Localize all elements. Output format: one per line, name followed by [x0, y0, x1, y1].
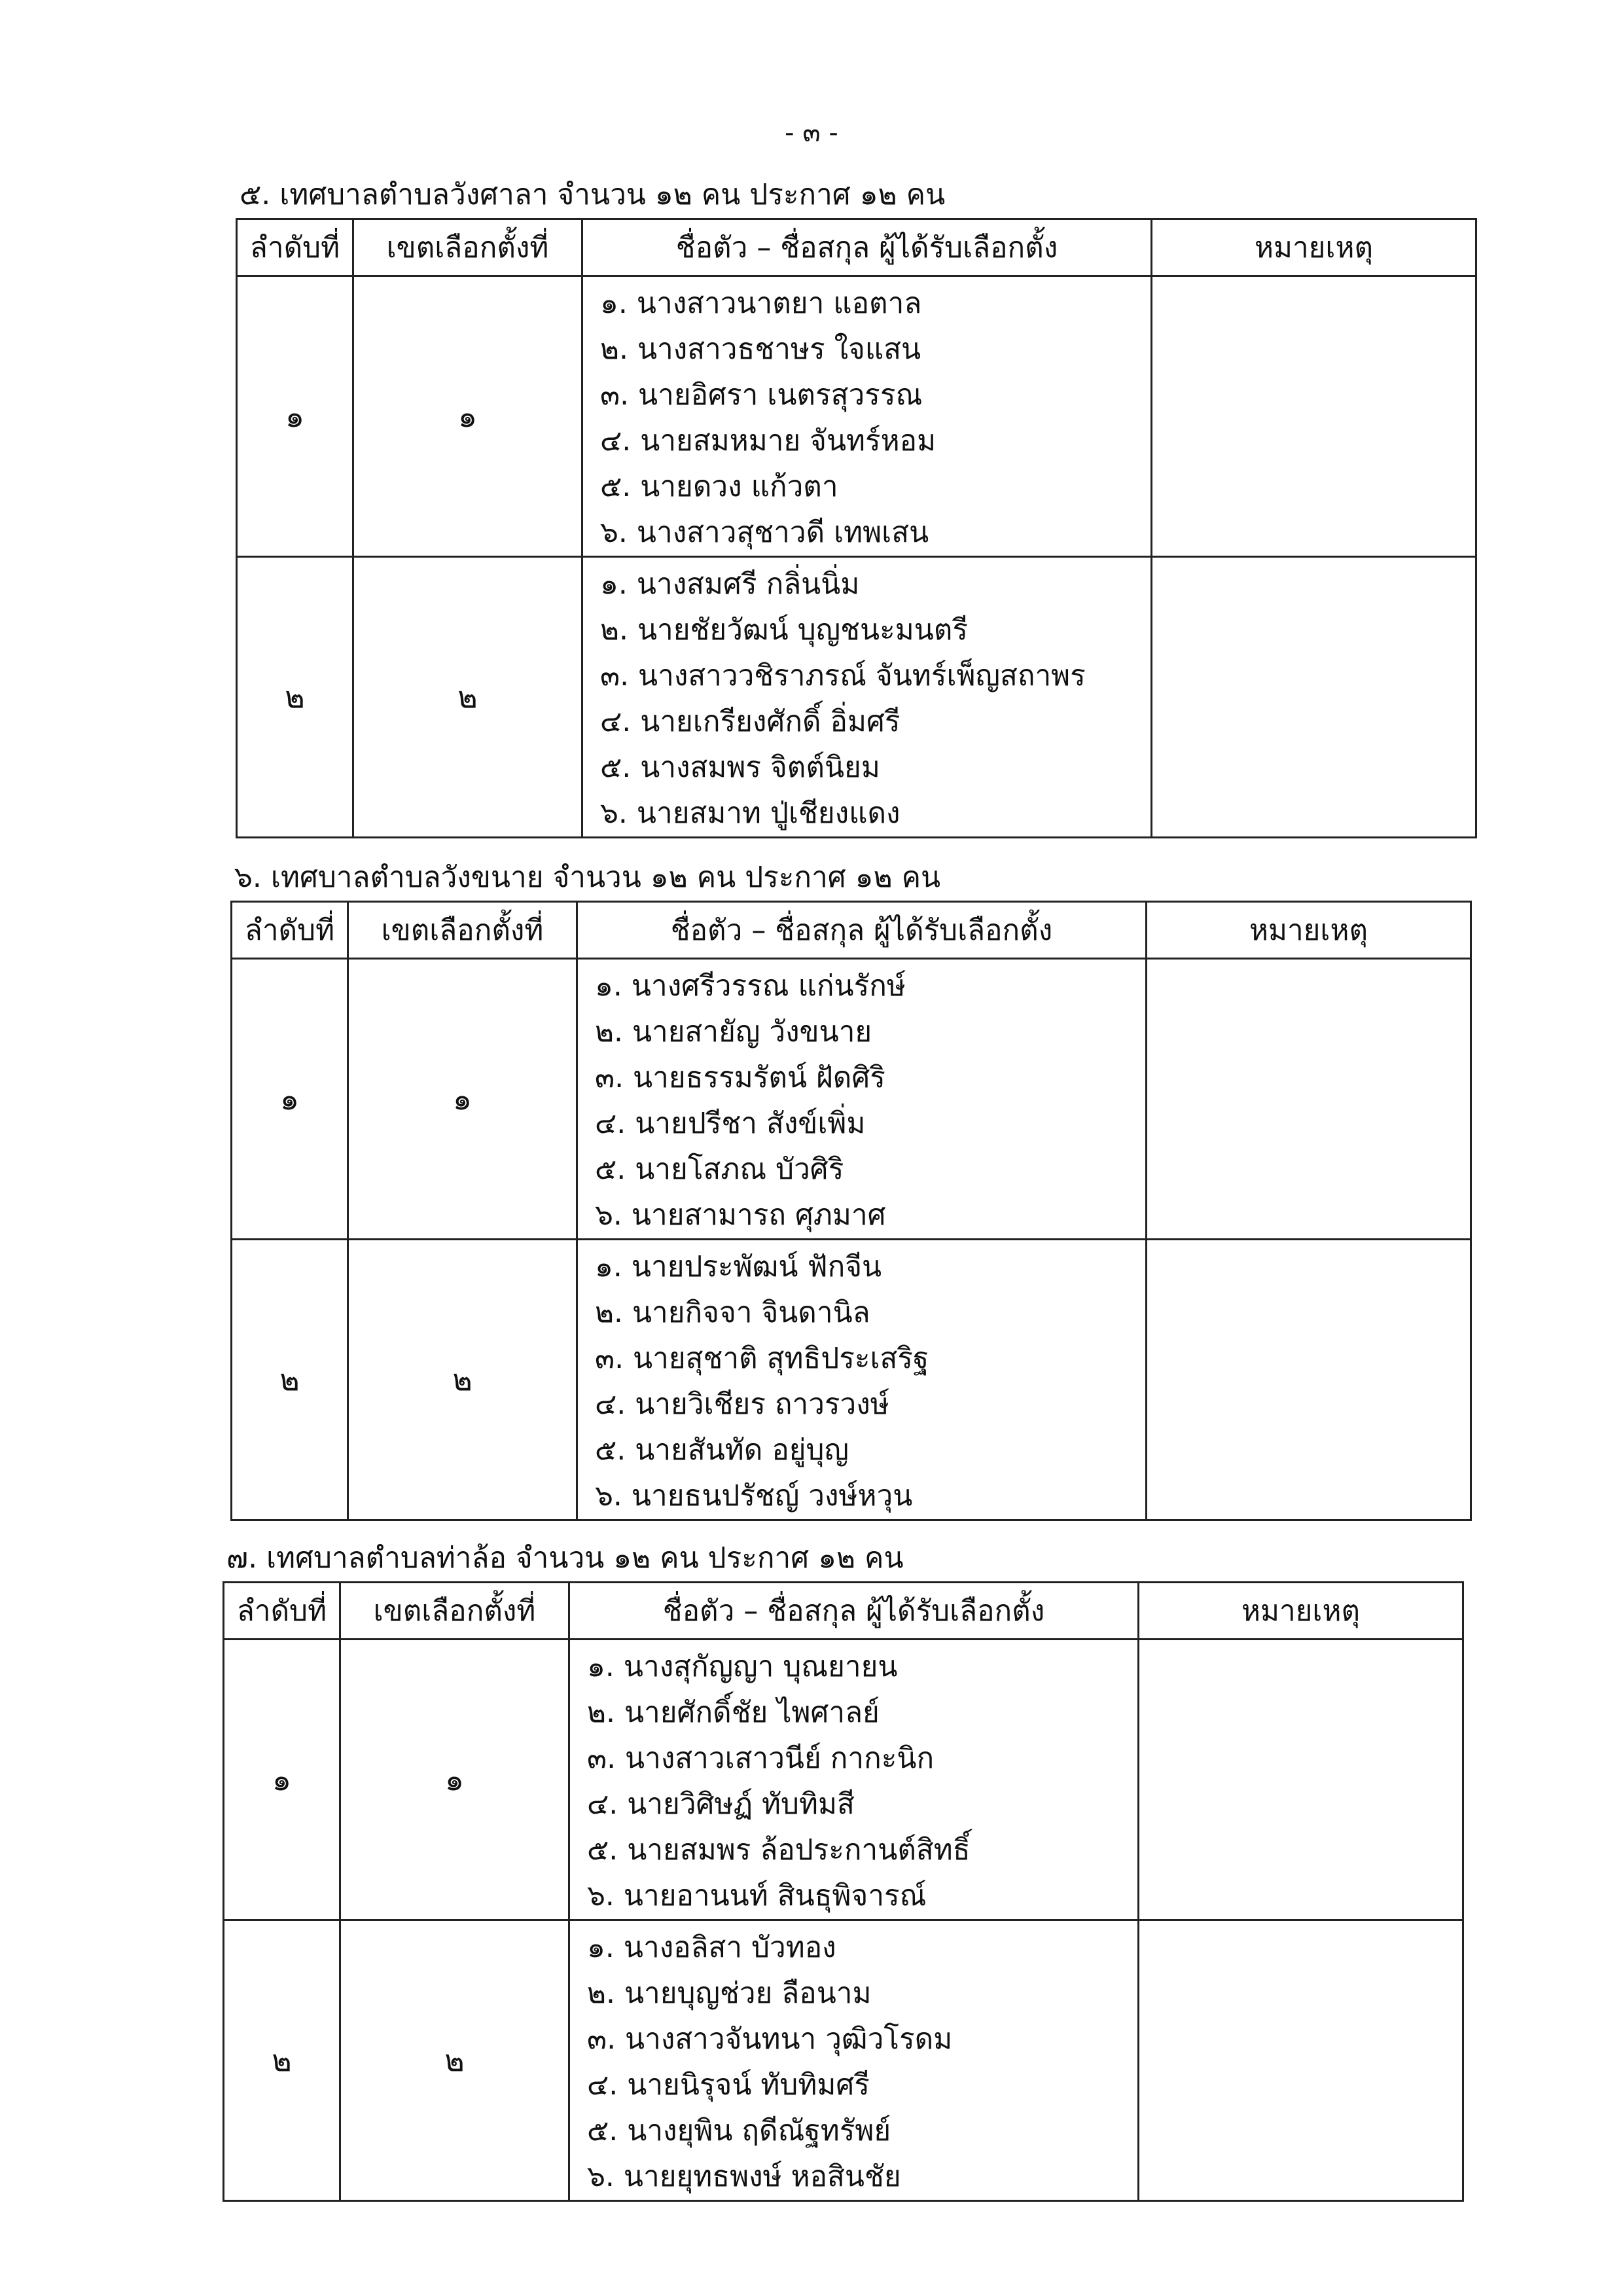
elected-name: ๔. นายวิเชียร ถาวรวงษ์: [595, 1388, 889, 1421]
district-cell: ๑: [353, 276, 582, 557]
elected-name: ๒. นางสาวธชาษร ใจแสน: [600, 332, 921, 366]
elected-name: ๑. นางสุกัญญา บุณยายน: [587, 1650, 898, 1683]
elected-name: ๓. นางสาววชิราภรณ์ จันทร์เพ็ญสถาพร: [600, 659, 1086, 692]
elected-name: ๓. นายธรรมรัตน์ ฝัดศิริ: [595, 1061, 885, 1094]
header-order: ลำดับที่: [232, 902, 348, 959]
elected-name: ๓. นายสุชาติ สุทธิประเสริฐ: [595, 1342, 929, 1375]
district-cell: ๑: [348, 959, 577, 1240]
names-cell: [569, 1640, 1139, 1920]
elected-name: ๕. นายสันทัด อยู่บุญ: [595, 1433, 849, 1467]
elected-name: ๔. นายเกรียงศักดิ์ อิ่มศรี: [600, 705, 901, 738]
header-order: ลำดับที่: [237, 219, 353, 276]
table-header-row: [237, 219, 1476, 276]
section-6: [230, 855, 1472, 1521]
elected-name: ๔. นายสมหมาย จันทร์หอม: [600, 424, 936, 457]
elected-name: ๒. นายศักดิ์ชัย ไพศาลย์: [587, 1696, 880, 1729]
results-table: [230, 901, 1472, 1521]
table-row: [237, 276, 1476, 557]
remark-cell: [1147, 1240, 1471, 1520]
table-row: [224, 1640, 1463, 1920]
remark-cell: [1152, 557, 1476, 838]
elected-name: ๕. นางสมพร จิตต์นิยม: [600, 751, 880, 784]
district-cell: ๒: [340, 1920, 569, 2201]
district-cell: ๒: [353, 557, 582, 838]
order-cell: ๑: [237, 276, 353, 557]
elected-name: ๑. นายประพัฒน์ ฟักจีน: [595, 1250, 882, 1283]
table-row: [232, 1240, 1471, 1520]
elected-name: ๖. นายสมาท ปู่เชียงแดง: [600, 797, 901, 830]
table-row: [232, 959, 1471, 1240]
section-title: ๕. เทศบาลตำบลวังศาลา จำนวน ๑๒ คน ประกาศ ๑๒ คน: [240, 178, 946, 211]
elected-name: ๒. นายชัยวัฒน์ บุญชนะมนตรี: [600, 613, 968, 647]
elected-name: ๕. นายสมพร ล้อประกานต์สิทธิ์: [587, 1833, 971, 1867]
page-number: - ๓ -: [785, 118, 838, 148]
header-remark: หมายเหตุ: [1147, 902, 1471, 959]
order-cell: ๑: [224, 1640, 340, 1920]
names-cell: [577, 959, 1147, 1240]
elected-name: ๔. นายปรีชา สังข์เพิ่ม: [595, 1107, 866, 1140]
elected-name: ๕. นายดวง แก้วตา: [600, 470, 838, 503]
header-name: ชื่อตัว – ชื่อสกุล ผู้ได้รับเลือกตั้ง: [582, 219, 1152, 276]
elected-name: ๒. นายกิจจา จินดานิล: [595, 1296, 870, 1329]
elected-name: ๖. นายอานนท์ สินธุพิจารณ์: [587, 1879, 927, 1912]
elected-name: ๓. นางสาวจันทนา วุฒิวโรดม: [587, 2022, 953, 2056]
names-cell: [569, 1920, 1139, 2201]
section-7: [223, 1535, 1464, 2202]
elected-name: ๑. นางศรีวรรณ แก่นรักษ์: [595, 969, 906, 1003]
elected-name: ๖. นางสาวสุชาวดี เทพเสน: [600, 516, 929, 549]
district-cell: ๑: [340, 1640, 569, 1920]
header-district: เขตเลือกตั้งที่: [348, 902, 577, 959]
elected-name: ๒. นายสายัญ วังขนาย: [595, 1015, 872, 1049]
district-cell: ๒: [348, 1240, 577, 1520]
elected-name: ๑. นางอลิสา บัวทอง: [587, 1931, 836, 1964]
header-remark: หมายเหตุ: [1152, 219, 1476, 276]
header-name: ชื่อตัว – ชื่อสกุล ผู้ได้รับเลือกตั้ง: [577, 902, 1147, 959]
remark-cell: [1139, 1920, 1463, 2201]
elected-name: ๖. นายธนปรัชญ์ วงษ์หวุน: [595, 1479, 913, 1513]
names-cell: [582, 557, 1152, 838]
remark-cell: [1147, 959, 1471, 1240]
order-cell: ๒: [224, 1920, 340, 2201]
header-order: ลำดับที่: [224, 1583, 340, 1640]
table-row: [237, 557, 1476, 838]
header-remark: หมายเหตุ: [1139, 1583, 1463, 1640]
results-table: [236, 218, 1477, 838]
names-cell: [582, 276, 1152, 557]
header-district: เขตเลือกตั้งที่: [340, 1583, 569, 1640]
elected-name: ๔. นายนิรุจน์ ทับทิมศรี: [587, 2068, 870, 2102]
elected-name: ๓. นางสาวเสาวนีย์ กากะนิก: [587, 1742, 935, 1775]
section-title: ๗. เทศบาลตำบลท่าล้อ จำนวน ๑๒ คน ประกาศ ๑๒ คน: [226, 1541, 904, 1575]
order-cell: ๒: [237, 557, 353, 838]
table-header-row: [224, 1583, 1463, 1640]
remark-cell: [1152, 276, 1476, 557]
header-district: เขตเลือกตั้งที่: [353, 219, 582, 276]
table-row: [224, 1920, 1463, 2201]
order-cell: ๑: [232, 959, 348, 1240]
remark-cell: [1139, 1640, 1463, 1920]
elected-name: ๒. นายบุญช่วย ลือนาม: [587, 1977, 872, 2010]
elected-name: ๓. นายอิศรา เนตรสุวรรณ: [600, 378, 923, 412]
section-5: [236, 172, 1477, 838]
table-header-row: [232, 902, 1471, 959]
elected-name: ๑. นางสมศรี กลิ่นนิ่ม: [600, 567, 860, 601]
elected-name: ๔. นายวิศิษฏ์ ทับทิมสี: [587, 1787, 855, 1821]
results-table: [223, 1581, 1464, 2202]
section-title: ๖. เทศบาลตำบลวังขนาย จำนวน ๑๒ คน ประกาศ ๑๒ คน: [234, 861, 941, 894]
header-name: ชื่อตัว – ชื่อสกุล ผู้ได้รับเลือกตั้ง: [569, 1583, 1139, 1640]
elected-name: ๖. นายยุทธพงษ์ หอสินชัย: [587, 2160, 901, 2193]
elected-name: ๕. นางยุพิน ฤดีณัฐทรัพย์: [587, 2114, 891, 2147]
order-cell: ๒: [232, 1240, 348, 1520]
elected-name: ๑. นางสาวนาตยา แอตาล: [600, 287, 922, 320]
elected-name: ๖. นายสามารถ ศุภมาศ: [595, 1198, 886, 1232]
elected-name: ๕. นายโสภณ บัวศิริ: [595, 1153, 844, 1186]
names-cell: [577, 1240, 1147, 1520]
